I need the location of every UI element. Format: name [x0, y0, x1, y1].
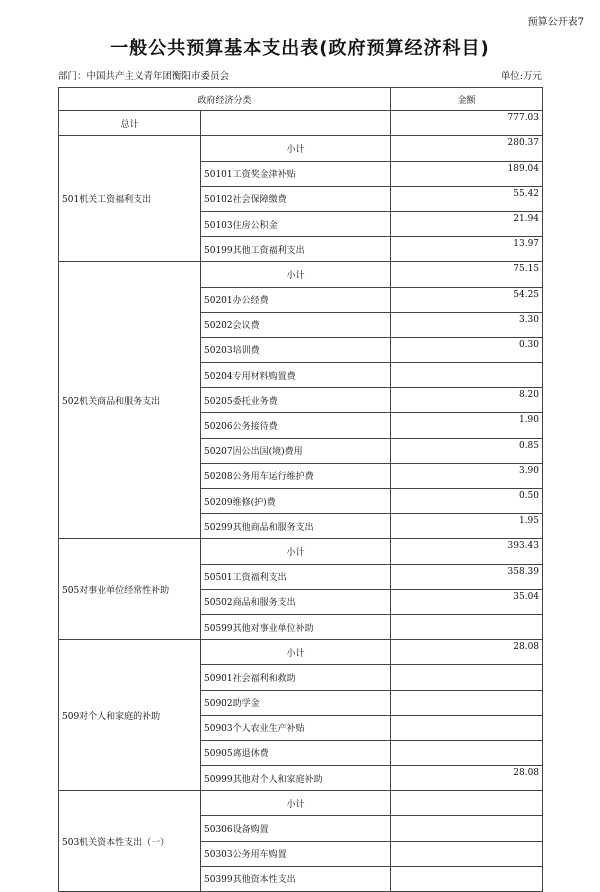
subtotal-label: 小计 — [201, 136, 391, 161]
subtotal-label: 小计 — [201, 791, 391, 816]
item-amount — [391, 715, 543, 740]
item-amount: 0.50 — [391, 489, 543, 514]
department-label: 部门：中国共产主义青年团衡阳市委员会 — [58, 71, 230, 82]
item-name: 50901社会福利和救助 — [201, 665, 391, 690]
item-name: 50208公务用车运行维护费 — [201, 463, 391, 488]
subtotal-label: 小计 — [201, 539, 391, 564]
item-name: 50203培训费 — [201, 337, 391, 362]
subtotal-amount: 393.43 — [391, 539, 543, 564]
item-name: 50502商品和服务支出 — [201, 589, 391, 614]
item-amount — [391, 363, 543, 388]
subtotal-label: 小计 — [201, 262, 391, 287]
item-amount: 1.90 — [391, 413, 543, 438]
category-name: 503机关资本性支出（一） — [59, 791, 201, 892]
table-row — [59, 136, 543, 161]
table-row — [59, 262, 543, 287]
item-amount: 54.25 — [391, 287, 543, 312]
item-name: 50306设备购置 — [201, 816, 391, 841]
item-amount — [391, 690, 543, 715]
subtotal-amount: 280.37 — [391, 136, 543, 161]
total-amount: 777.03 — [391, 111, 543, 136]
category-name: 509对个人和家庭的补助 — [59, 640, 201, 791]
total-empty-cell — [201, 111, 391, 136]
subtotal-amount: 75.15 — [391, 262, 543, 287]
page-title: 一般公共预算基本支出表(政府预算经济科目) — [110, 38, 490, 59]
item-name: 50207因公出国(境)费用 — [201, 438, 391, 463]
item-amount: 3.90 — [391, 463, 543, 488]
category-name: 502机关商品和服务支出 — [59, 262, 201, 539]
item-name: 50905离退休费 — [201, 740, 391, 765]
item-amount: 3.30 — [391, 312, 543, 337]
item-name: 50199其他工资福利支出 — [201, 237, 391, 262]
category-name: 505对事业单位经常性补助 — [59, 539, 201, 640]
item-name: 50202会议费 — [201, 312, 391, 337]
item-amount: 13.97 — [391, 237, 543, 262]
header-classification: 政府经济分类 — [59, 88, 391, 111]
item-name: 50599其他对事业单位补助 — [201, 614, 391, 639]
item-amount: 55.42 — [391, 186, 543, 211]
item-amount — [391, 740, 543, 765]
item-amount: 8.20 — [391, 388, 543, 413]
item-name: 50399其他资本性支出 — [201, 866, 391, 891]
item-name: 50999其他对个人和家庭补助 — [201, 766, 391, 791]
item-name: 50303公务用车购置 — [201, 841, 391, 866]
item-amount: 189.04 — [391, 161, 543, 186]
item-amount — [391, 665, 543, 690]
table-number-label: 预算公开表7 — [527, 17, 584, 28]
item-name: 50903个人农业生产补贴 — [201, 715, 391, 740]
item-amount — [391, 816, 543, 841]
item-name: 50206公务接待费 — [201, 413, 391, 438]
item-amount — [391, 841, 543, 866]
department-line — [58, 68, 542, 82]
subtotal-amount — [391, 791, 543, 816]
item-name: 50902助学金 — [201, 690, 391, 715]
subtotal-label: 小计 — [201, 640, 391, 665]
item-name: 50103住房公积金 — [201, 211, 391, 236]
item-amount: 0.85 — [391, 438, 543, 463]
item-name: 50101工资奖金津补贴 — [201, 161, 391, 186]
header-amount: 金额 — [391, 88, 543, 111]
item-name: 50299其他商品和服务支出 — [201, 514, 391, 539]
total-label: 总计 — [59, 111, 201, 136]
item-amount: 28.08 — [391, 766, 543, 791]
item-amount — [391, 614, 543, 639]
total-row — [59, 111, 543, 136]
table-row — [59, 640, 543, 665]
item-amount: 21.94 — [391, 211, 543, 236]
item-amount: 0.30 — [391, 337, 543, 362]
item-name: 50201办公经费 — [201, 287, 391, 312]
item-amount: 1.95 — [391, 514, 543, 539]
item-amount — [391, 866, 543, 891]
expenditure-table — [58, 87, 543, 892]
item-name: 50204专用材料购置费 — [201, 363, 391, 388]
item-amount: 358.39 — [391, 564, 543, 589]
category-name: 501机关工资福利支出 — [59, 136, 201, 262]
subtotal-amount: 28.08 — [391, 640, 543, 665]
unit-label: 单位:万元 — [500, 71, 542, 82]
item-name: 50102社会保障缴费 — [201, 186, 391, 211]
table-row — [59, 539, 543, 564]
table-row — [59, 791, 543, 816]
item-name: 50205委托业务费 — [201, 388, 391, 413]
item-name: 50209维修(护)费 — [201, 489, 391, 514]
header-row — [59, 88, 543, 111]
item-amount: 35.04 — [391, 589, 543, 614]
item-name: 50501工资福利支出 — [201, 564, 391, 589]
